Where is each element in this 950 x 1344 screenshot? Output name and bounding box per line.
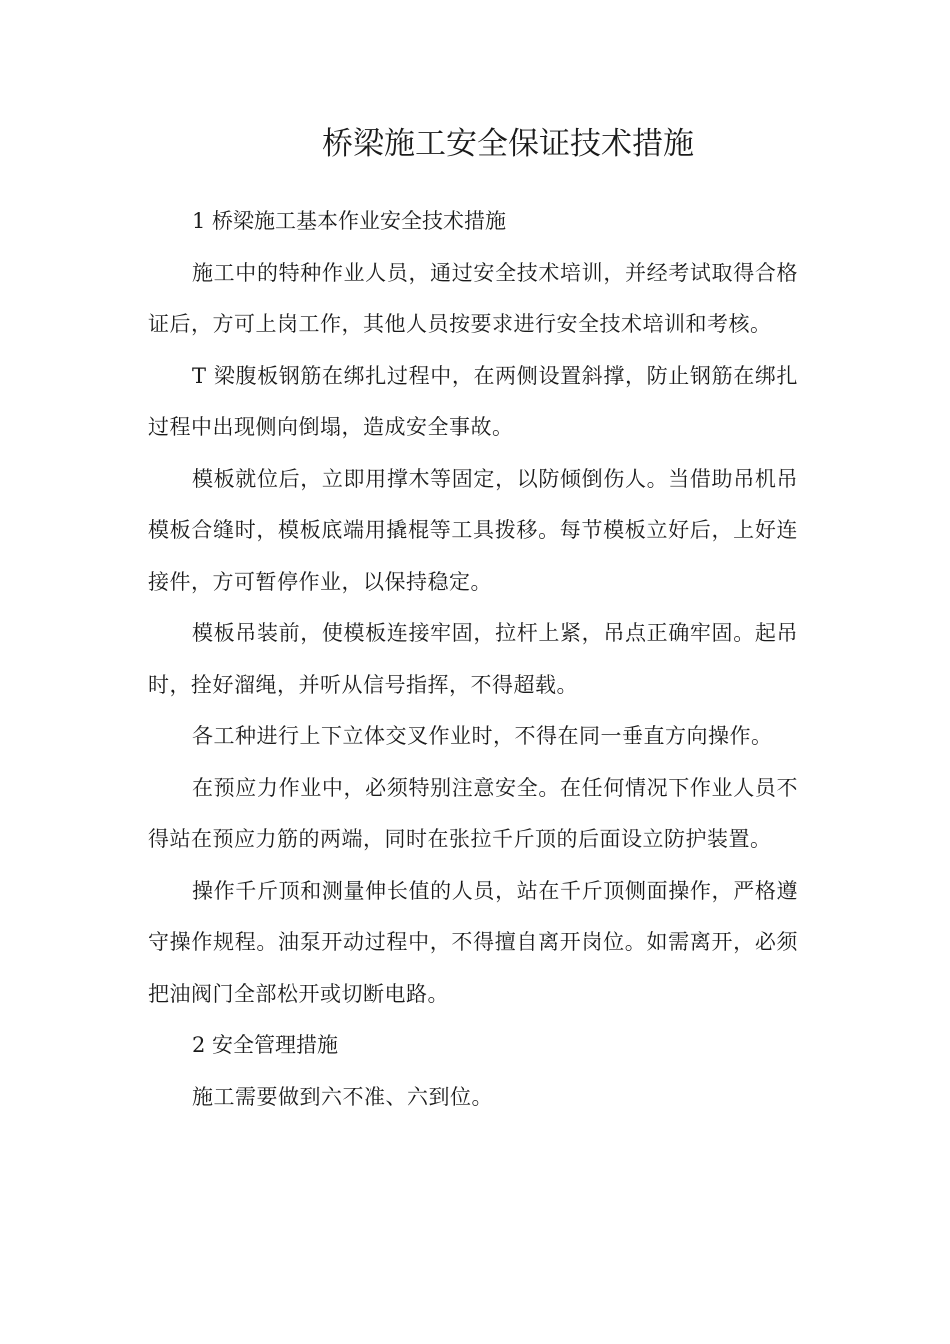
paragraph: T 梁腹板钢筋在绑扎过程中，在两侧设置斜撑，防止钢筋在绑扎过程中出现侧向倒塌，造成安全事故。 <box>148 363 798 439</box>
document-title: 桥梁施工安全保证技术措施 <box>322 126 694 162</box>
paragraph: 各工种进行上下立体交叉作业时，不得在同一垂直方向操作。 <box>192 724 773 748</box>
paragraph: 施工中的特种作业人员，通过安全技术培训，并经考试取得合格证后，方可上岗工作，其他人员按要求进行安全技术培训和考核。 <box>148 260 798 336</box>
document-body <box>148 196 798 1123</box>
section-heading-2: 2 安全管理措施 <box>192 1033 339 1057</box>
section-heading-1: 1 桥梁施工基本作业安全技术措施 <box>192 209 507 233</box>
paragraph: 模板就位后，立即用撑木等固定，以防倾倒伤人。当借助吊机吊模板合缝时，模板底端用撬棍等工具拨移。每节模板立好后，上好连接件，方可暂停作业，以保持稳定。 <box>148 466 798 594</box>
paragraph: 模板吊装前，使模板连接牢固，拉杆上紧，吊点正确牢固。起吊时，拴好溜绳，并听从信号指挥，不得超载。 <box>148 621 798 697</box>
paragraph: 施工需要做到六不准、六到位。 <box>192 1084 493 1109</box>
paragraph: 在预应力作业中，必须特别注意安全。在任何情况下作业人员不得站在预应力筋的两端，同时在张拉千斤顶的后面设立防护装置。 <box>148 775 798 851</box>
paragraph: 操作千斤顶和测量伸长值的人员，站在千斤顶侧面操作，严格遵守操作规程。油泵开动过程中，不得擅自离开岗位。如需离开，必须把油阀门全部松开或切断电路。 <box>148 878 798 1006</box>
